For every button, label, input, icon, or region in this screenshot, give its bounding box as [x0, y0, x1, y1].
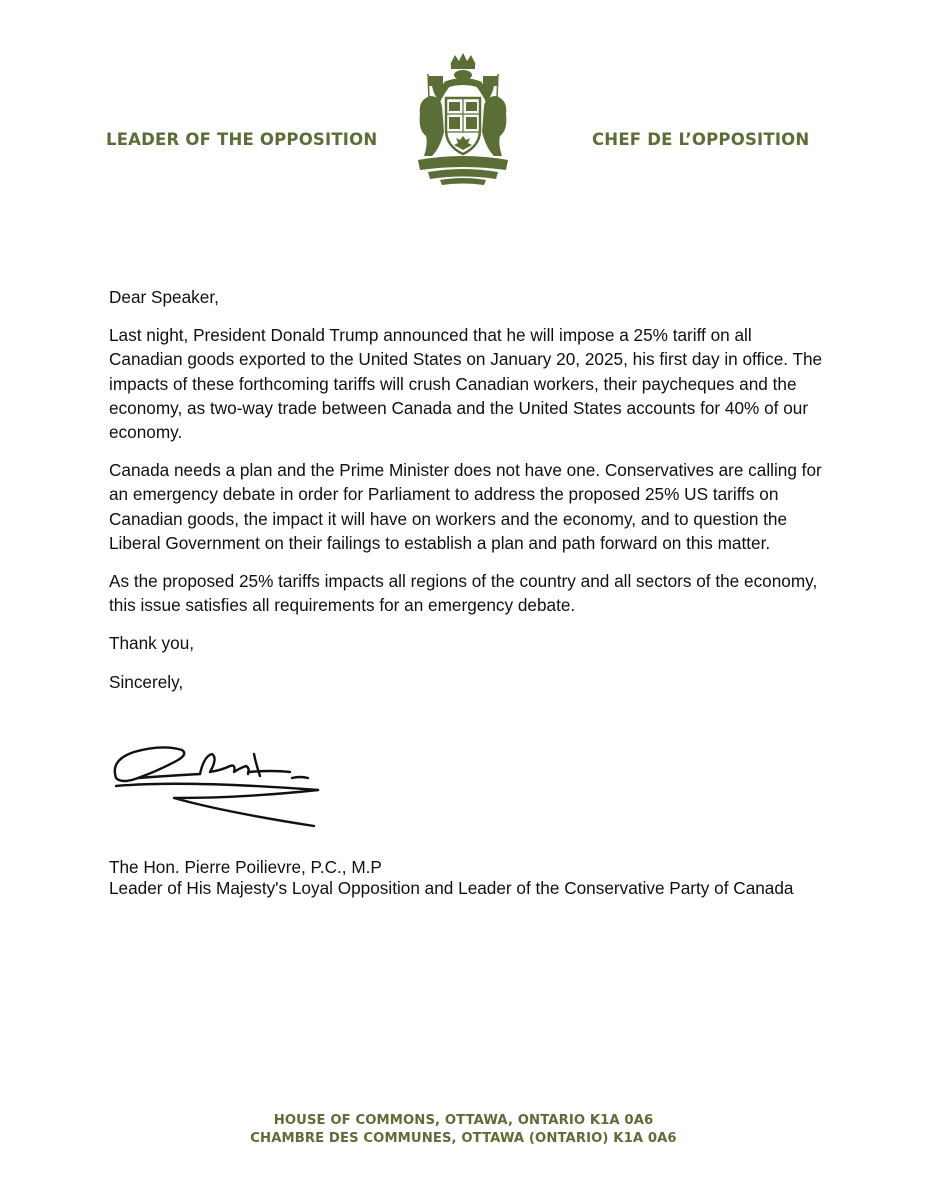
footer-address-french: CHAMBRE DES COMMUNES, OTTAWA (ONTARIO) K1A 0A6: [250, 1131, 677, 1146]
letterhead: [0, 0, 927, 200]
paragraph-requirements: As the proposed 25% tariffs impacts all regions of the country and all sectors of the economy, this issue satisfies all requirements for an emergency debate.: [109, 571, 818, 616]
thanks-line: Thank you,: [109, 633, 195, 654]
paragraph-tariff-announcement: Last night, President Donald Trump announced that he will impose a 25% tariff on all Canadian goods exported to the United States on January 20, 2025, his first day in office. The impacts of these forthcoming tariffs will crush Canadian workers, their paycheques and the economy, as two-way trade between Canada and the United States accounts for 40% of our economy.: [109, 325, 823, 443]
signature-block: [109, 857, 829, 899]
closing-line: Sincerely,: [109, 671, 184, 692]
letterhead-title-french: CHEF DE L’OPPOSITION: [592, 130, 810, 149]
letterhead-title-english: LEADER OF THE OPPOSITION: [106, 130, 378, 149]
footer-address-english: HOUSE OF COMMONS, OTTAWA, ONTARIO K1A 0A6: [273, 1113, 654, 1128]
paragraph-emergency-debate-call: Canada needs a plan and the Prime Minister does not have one. Conservatives are calling for an emergency debate in order for Parliament to address the proposed 25% US tariffs on Canadian goods, the impact it will have on workers and the economy, and to question the Liberal Government on their failings to establish a plan and path forward on this matter.: [109, 460, 822, 553]
coat-of-arms-of-canada-icon: [410, 52, 516, 186]
letter-body: [109, 285, 829, 708]
handwritten-signature-icon: [104, 738, 324, 833]
footer-address: [0, 1112, 927, 1148]
salutation: Dear Speaker,: [109, 287, 219, 307]
signatory-title: Leader of His Majesty's Loyal Opposition and Leader of the Conservative Party of Canada: [109, 878, 794, 898]
signatory-name: The Hon. Pierre Poilievre, P.C., M.P: [109, 857, 382, 877]
